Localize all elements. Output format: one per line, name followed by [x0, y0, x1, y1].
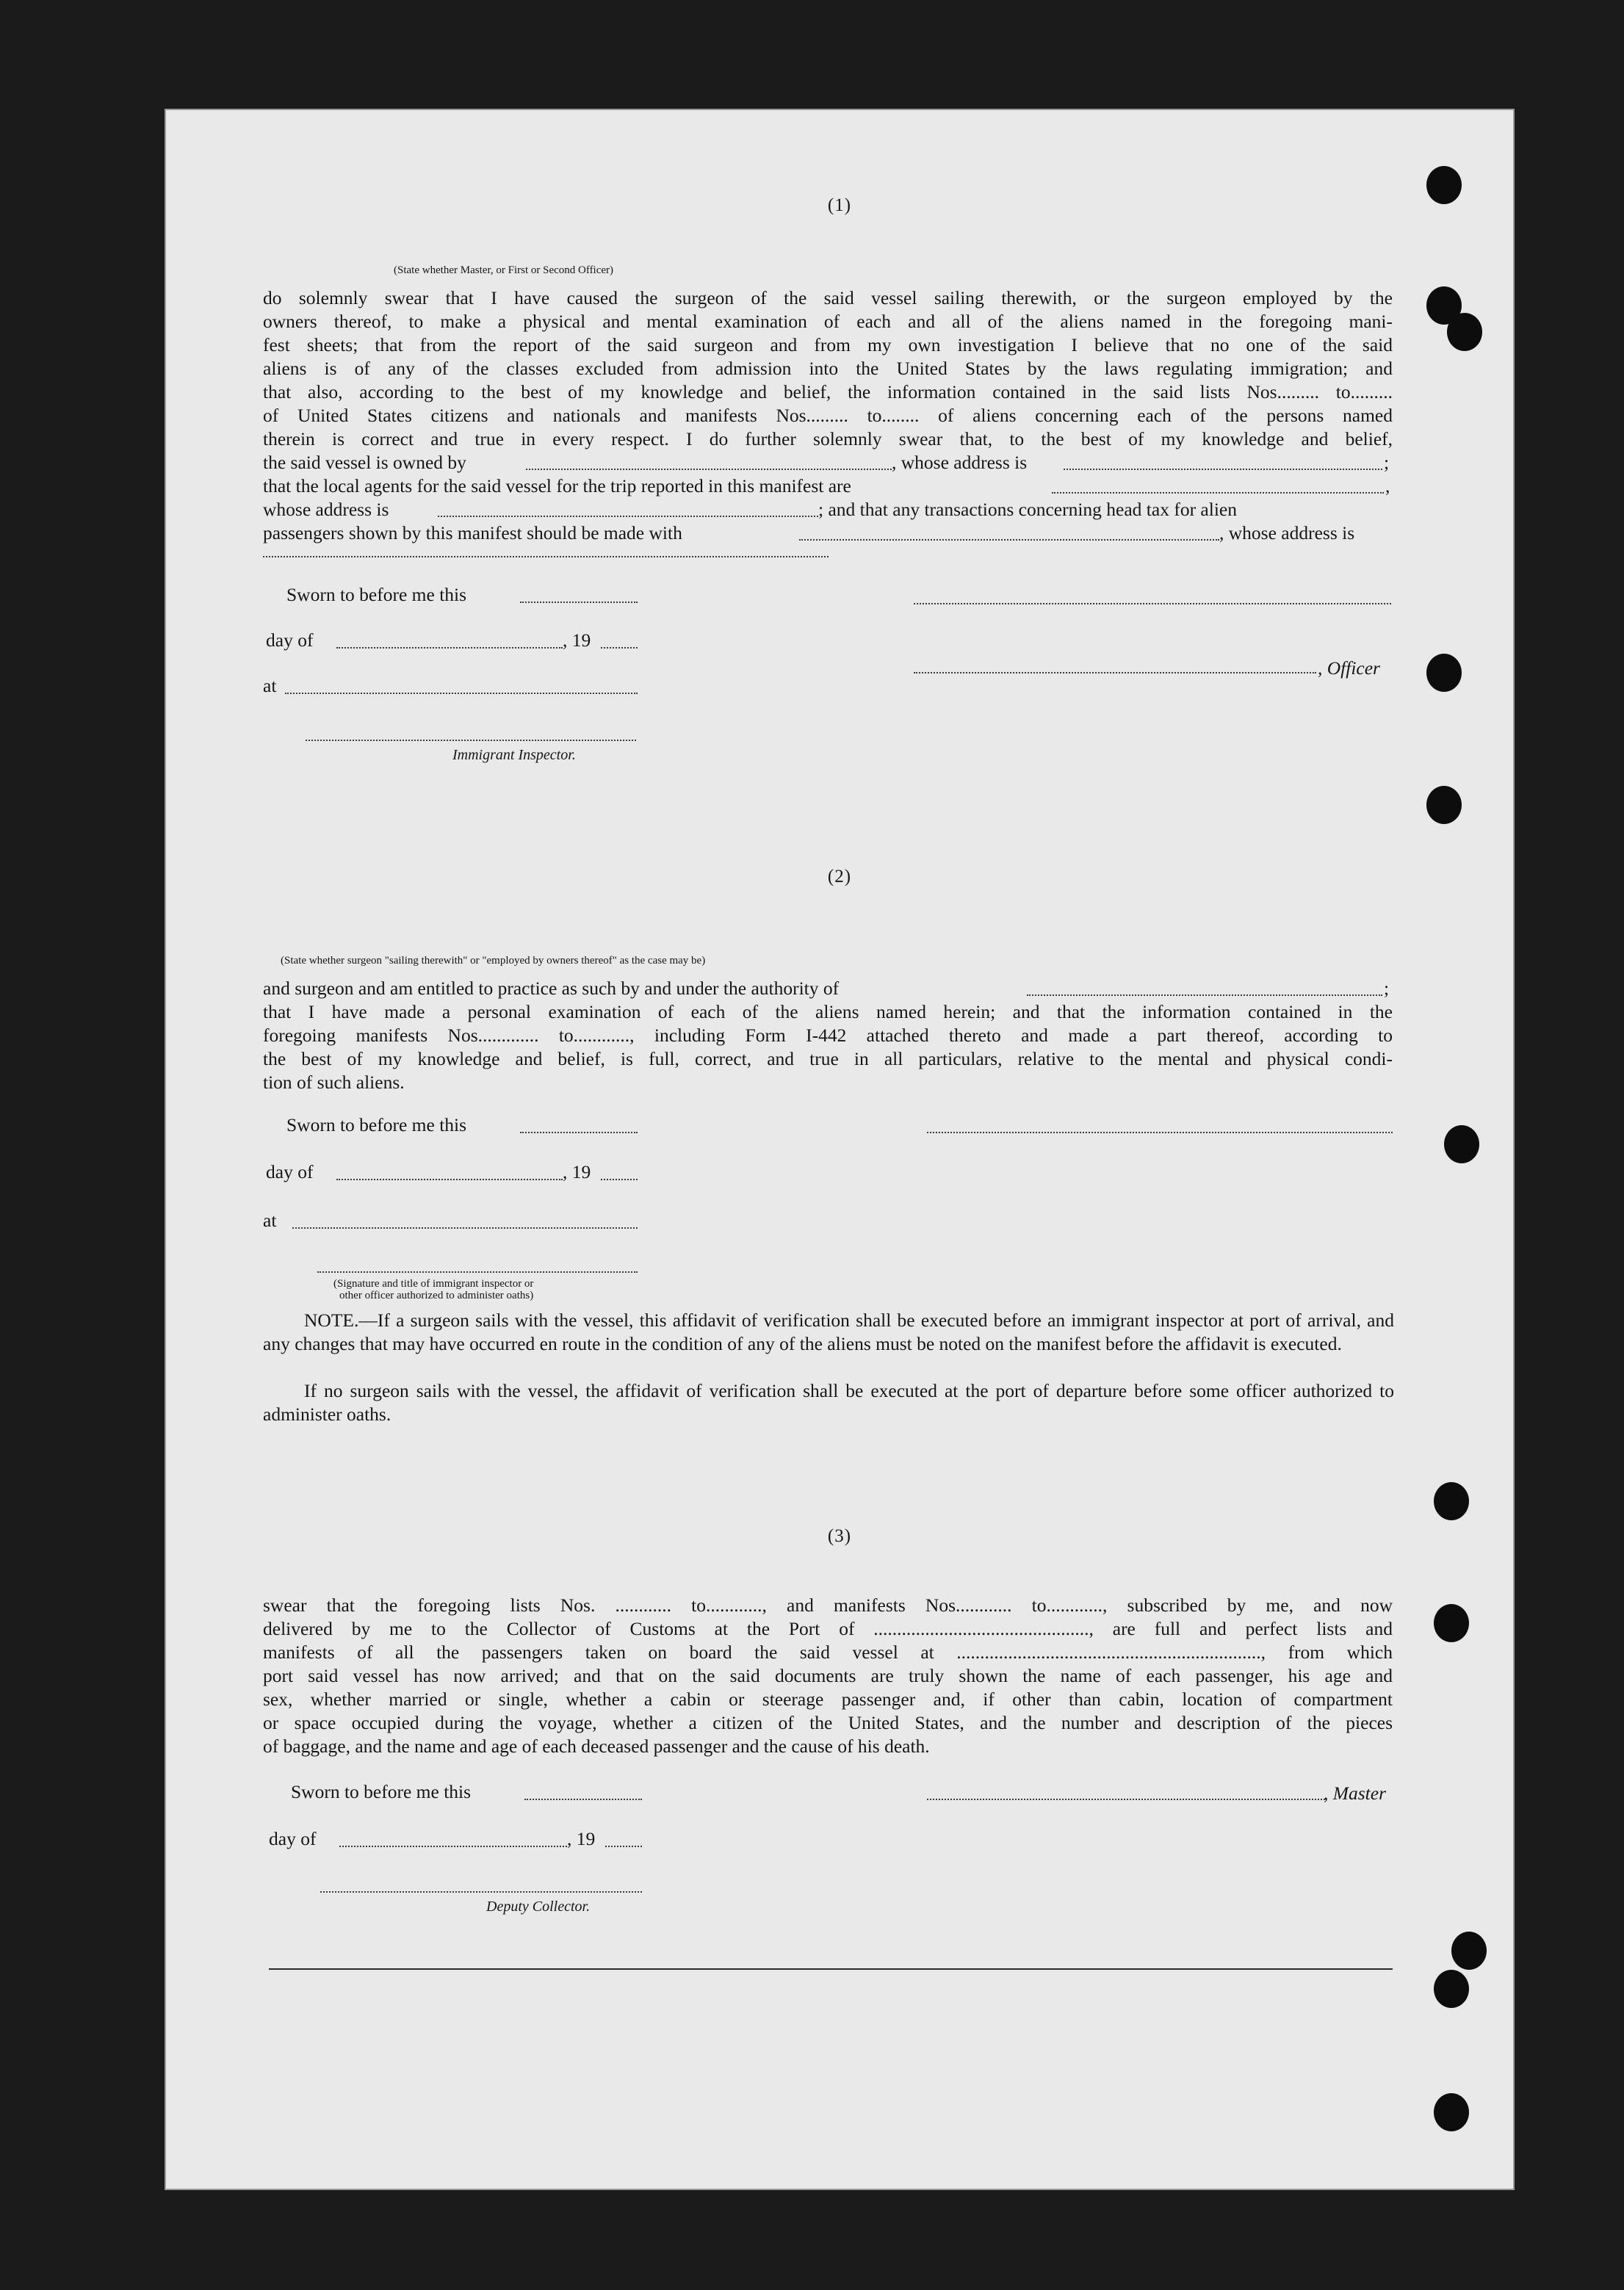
sworn-date-field-2[interactable] [520, 1131, 638, 1133]
sworn-label-2: Sworn to before me this [286, 1114, 467, 1135]
inspector-signature-line[interactable] [306, 739, 636, 741]
day-of-field-2[interactable] [336, 1178, 563, 1180]
year-label-3: , 19 [567, 1828, 596, 1849]
punch-hole [1434, 1970, 1469, 2008]
punch-hole [1434, 1482, 1469, 1520]
sworn-date-field-3[interactable] [524, 1798, 642, 1800]
day-of-field-3[interactable] [339, 1845, 567, 1847]
section-2-number: (2) [827, 867, 852, 886]
year-field-1[interactable] [601, 646, 638, 649]
passengers-line: passengers shown by this manifest should be made with , whose address is [263, 522, 1355, 543]
form-page: (1) (State whether Master, or First or Second Officer) do solemnly swear that I have caused the surgeon of the said vessel sailing therewith, or the surgeon employed by the owners thereof, to make a physical and mental examination of each and all of the aliens named in the foregoing mani- fest sheets; that from the report of the said surgeon and from my own investigation I believe that no one of the said aliens is of any of the classes excluded from admission into the United States by the laws regulating immigration; and that also, according to the best of my knowledge and belief, the information contained in the said lists Nos......... to......... of United States citizens and nationals and manifests Nos......... to........ of aliens concerning each of the persons named therein is correct and true in every respect. I do further solemnly swear that, to the best of my knowledge and belief, the said vessel is owned by , whose address is ; that the local agents for the said vessel for the trip reported in this manifest are , whose address is ; and that any transactions concerning head tax for alien passengers shown by this manifest should be made with , whose address is Sworn to before me this day of , 19 at Immigrant Inspector. , Officer (2) (State whether surgeon "sailing therewith" or "employed by owners thereof" as the case may be) and surgeon and am entitled to practice as such by and under the authority of ; that I have made a personal examination of each of the aliens named herein; and that the information contained in the foregoing manifests Nos............. to............, including Form I-442 attached thereto and made a part thereof, according to the best of my knowledge and belief, is full, correct, and true in all particulars, relative to the mental and physical condi- tion of such aliens. Sworn to before me this day of , 19 at (Signature and title of immigrant inspector or other officer authorized to administer oaths) NOTE.—If a surgeon sails with the vessel, this affidavit of verification shall be executed before an immigrant inspector at port of arrival, and any changes that may have occurred en route in the condition of any of the aliens must be noted on the manifest before the affidavit is executed. If no surgeon sails with the vessel, the affidavit of verification shall be executed at the port of departure before some officer authorized to administer oaths. (3) swear that the foregoing lists Nos. ............ to............, and manifests Nos............ to............, subscribed by me, and now delivered by me to the Collector of Customs at the Port of .............................................., are full and perfect lists and manifests of all the passengers taken on board the said vessel at ................................................................., from which port said vessel has now arrived; and that on the said documents are truly shown the name of each passenger, his age and sex, whether married or single, whether a cabin or steerage passenger and, if other than cabin, location of compartment or space occupied during the voyage, whether a citizen of the United States, and the number and description of the pieces of baggage, and the name and age of each deceased passenger and the cause of his death. Sworn to before me this , Master day of , 19 Deputy Collector. [166, 110, 1513, 2189]
day-of-label-1: day of [266, 629, 314, 651]
sworn-label-1: Sworn to before me this [286, 584, 467, 605]
punch-hole [1426, 654, 1462, 692]
owned-by-line: the said vessel is owned by , whose address is ; [263, 452, 1390, 473]
surgeon-signature-line[interactable] [927, 1131, 1393, 1133]
officer-signature-line-a[interactable] [914, 602, 1391, 604]
collector-signature-line[interactable] [320, 1890, 642, 1893]
collector-label: Deputy Collector. [486, 1899, 591, 1915]
at-field-1[interactable] [285, 692, 638, 694]
master-label: , Master [1324, 1782, 1386, 1804]
officer-signature-line-b[interactable] [914, 671, 1316, 673]
sig-hint-2: other officer authorized to administer oaths) [339, 1290, 534, 1301]
day-of-label-3: day of [269, 1828, 317, 1849]
punch-hole [1434, 1604, 1469, 1642]
sworn-date-field-1[interactable] [520, 601, 638, 603]
inspector-signature-line-2[interactable] [317, 1271, 638, 1273]
master-signature-line[interactable] [927, 1798, 1325, 1800]
punch-hole [1426, 786, 1462, 824]
punch-hole [1451, 1932, 1487, 1970]
inspector-label: Immigrant Inspector. [452, 747, 576, 763]
note-paragraph-2: If no surgeon sails with the vessel, the affidavit of verification shall be executed at the port of departure before some officer authorized to administer oaths. [263, 1380, 1394, 1425]
continuation-line [263, 555, 829, 557]
bottom-rule [269, 1968, 1393, 1970]
year-label-1: , 19 [563, 629, 591, 651]
section-3-number: (3) [827, 1526, 852, 1546]
surgeon-hint: (State whether surgeon "sailing therewith" or "employed by owners thereof" as the case may be) [281, 955, 706, 967]
punch-hole [1447, 313, 1482, 351]
year-field-3[interactable] [605, 1845, 642, 1847]
day-of-label-2: day of [266, 1161, 314, 1182]
officer-label: , Officer [1318, 657, 1380, 679]
authority-line: and surgeon and am entitled to practice as such by and under the authority of ; [263, 978, 1390, 999]
sworn-label-3: Sworn to before me this [291, 1781, 472, 1802]
master-hint: (State whether Master, or First or Second Officer) [394, 264, 614, 276]
sig-hint-1: (Signature and title of immigrant inspector or [333, 1278, 534, 1290]
agents-line: that the local agents for the said vessel for the trip reported in this manifest are , [263, 475, 1390, 496]
note-paragraph-1: NOTE.—If a surgeon sails with the vessel, this affidavit of verification shall be executed before an immigrant inspector at port of arrival, and any changes that may have occurred en route in the condition of any of the aliens must be noted on the manifest before the affidavit is executed. [263, 1310, 1394, 1354]
year-label-2: , 19 [563, 1161, 591, 1182]
year-field-2[interactable] [601, 1178, 638, 1180]
punch-hole [1434, 2093, 1469, 2131]
at-label-2: at [263, 1210, 277, 1231]
day-of-field-1[interactable] [336, 646, 563, 649]
at-label-1: at [263, 675, 277, 696]
punch-hole [1444, 1125, 1479, 1163]
section-1-number: (1) [827, 195, 852, 215]
address-line: whose address is ; and that any transactions concerning head tax for alien [263, 499, 1237, 520]
at-field-2[interactable] [292, 1227, 638, 1229]
